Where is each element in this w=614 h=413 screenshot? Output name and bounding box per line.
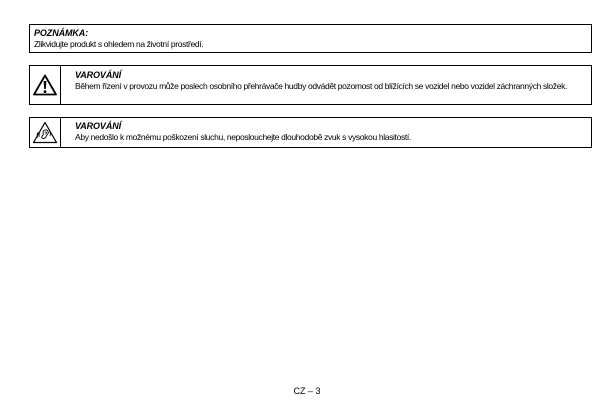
warning-icon-cell (30, 66, 61, 104)
warning-box-hearing (29, 117, 592, 148)
warning-content-hearing (75, 121, 587, 143)
warning-title: VAROVÁNÍ (75, 70, 122, 80)
warning-text: Aby nedošlo k možnému poškození sluchu, neposlouchejte dlouhodobě zvuk s vysokou hlasitostí. (75, 132, 411, 142)
warning-content-traffic (75, 70, 587, 92)
warning-title: VAROVÁNÍ (75, 121, 122, 131)
page-number: CZ – 3 (293, 386, 321, 396)
warning-icon-cell (30, 118, 61, 147)
note-box (29, 24, 592, 53)
warning-text: Během řízení v provozu může poslech osobního přehrávače hudby odvádět pozornost od blížících se vozidel nebo vozidel záchranných složek. (75, 81, 567, 91)
note-title: POZNÁMKA: (34, 28, 89, 38)
warning-triangle-icon (33, 74, 57, 96)
note-text: Zlikvidujte produkt s ohledem na životní prostředí. (34, 39, 204, 49)
hearing-protection-icon (32, 121, 58, 145)
warning-box-traffic (29, 65, 592, 105)
